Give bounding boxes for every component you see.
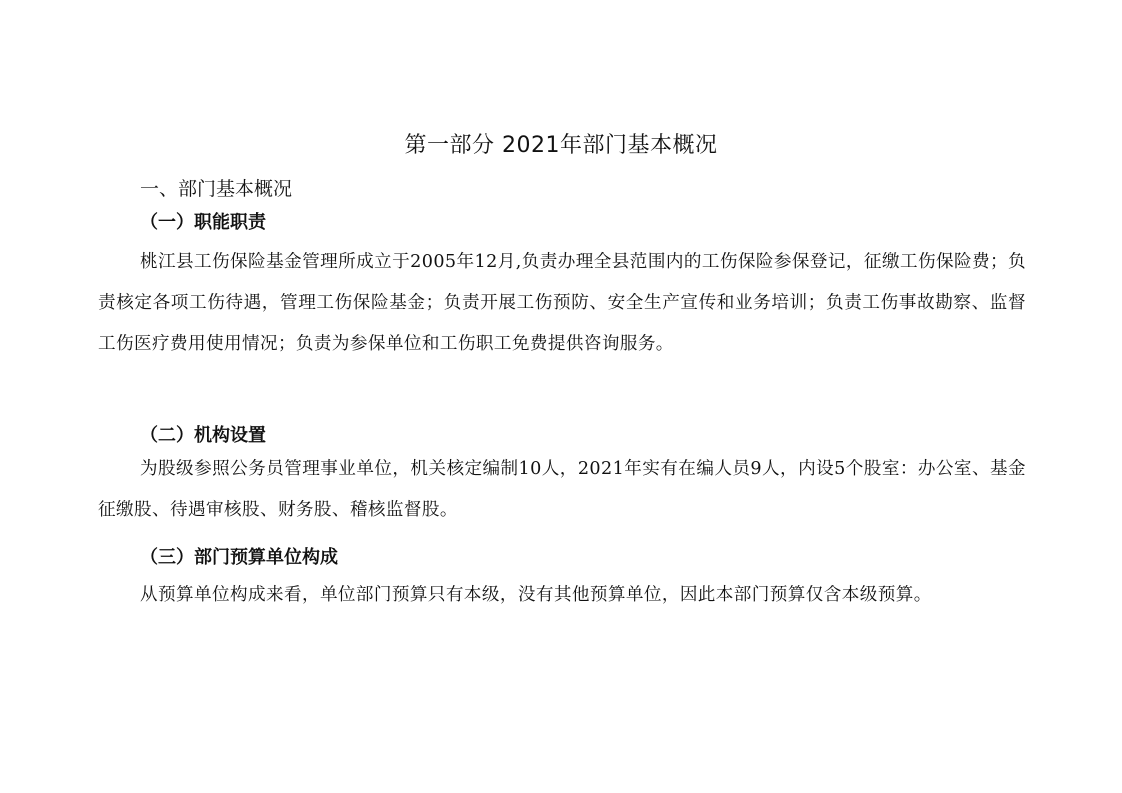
- paragraph-budget-units: 从预算单位构成来看，单位部门预算只有本级，没有其他预算单位，因此本部门预算仅含本级预算。: [140, 585, 932, 605]
- paragraph-functions: 桃江县工伤保险基金管理所成立于2005年12月,负责办理全县范围内的工伤保险参保登记，征缴工伤保险费；负责核定各项工伤待遇，管理工伤保险基金；负责开展工伤预防、安全生产宣传和业务培训；负责工伤事故勘察、监督工伤医疗费用使用情况；负责为参保单位和工伤职工免费提供咨询服务。: [98, 252, 1026, 354]
- paragraph-organization: 为股级参照公务员管理事业单位，机关核定编制10人，2021年实有在编人员9人，内设5个股室：办公室、基金征缴股、待遇审核股、财务股、稽核监督股。: [98, 459, 1026, 520]
- subheading-functions: （一）职能职责: [140, 212, 266, 233]
- document-title: 第一部分 2021年部门基本概况: [404, 133, 718, 158]
- subheading-organization: （二）机构设置: [140, 425, 266, 446]
- section-heading-basic-overview: 一、部门基本概况: [140, 178, 293, 200]
- subheading-budget-units: （三）部门预算单位构成: [140, 547, 338, 568]
